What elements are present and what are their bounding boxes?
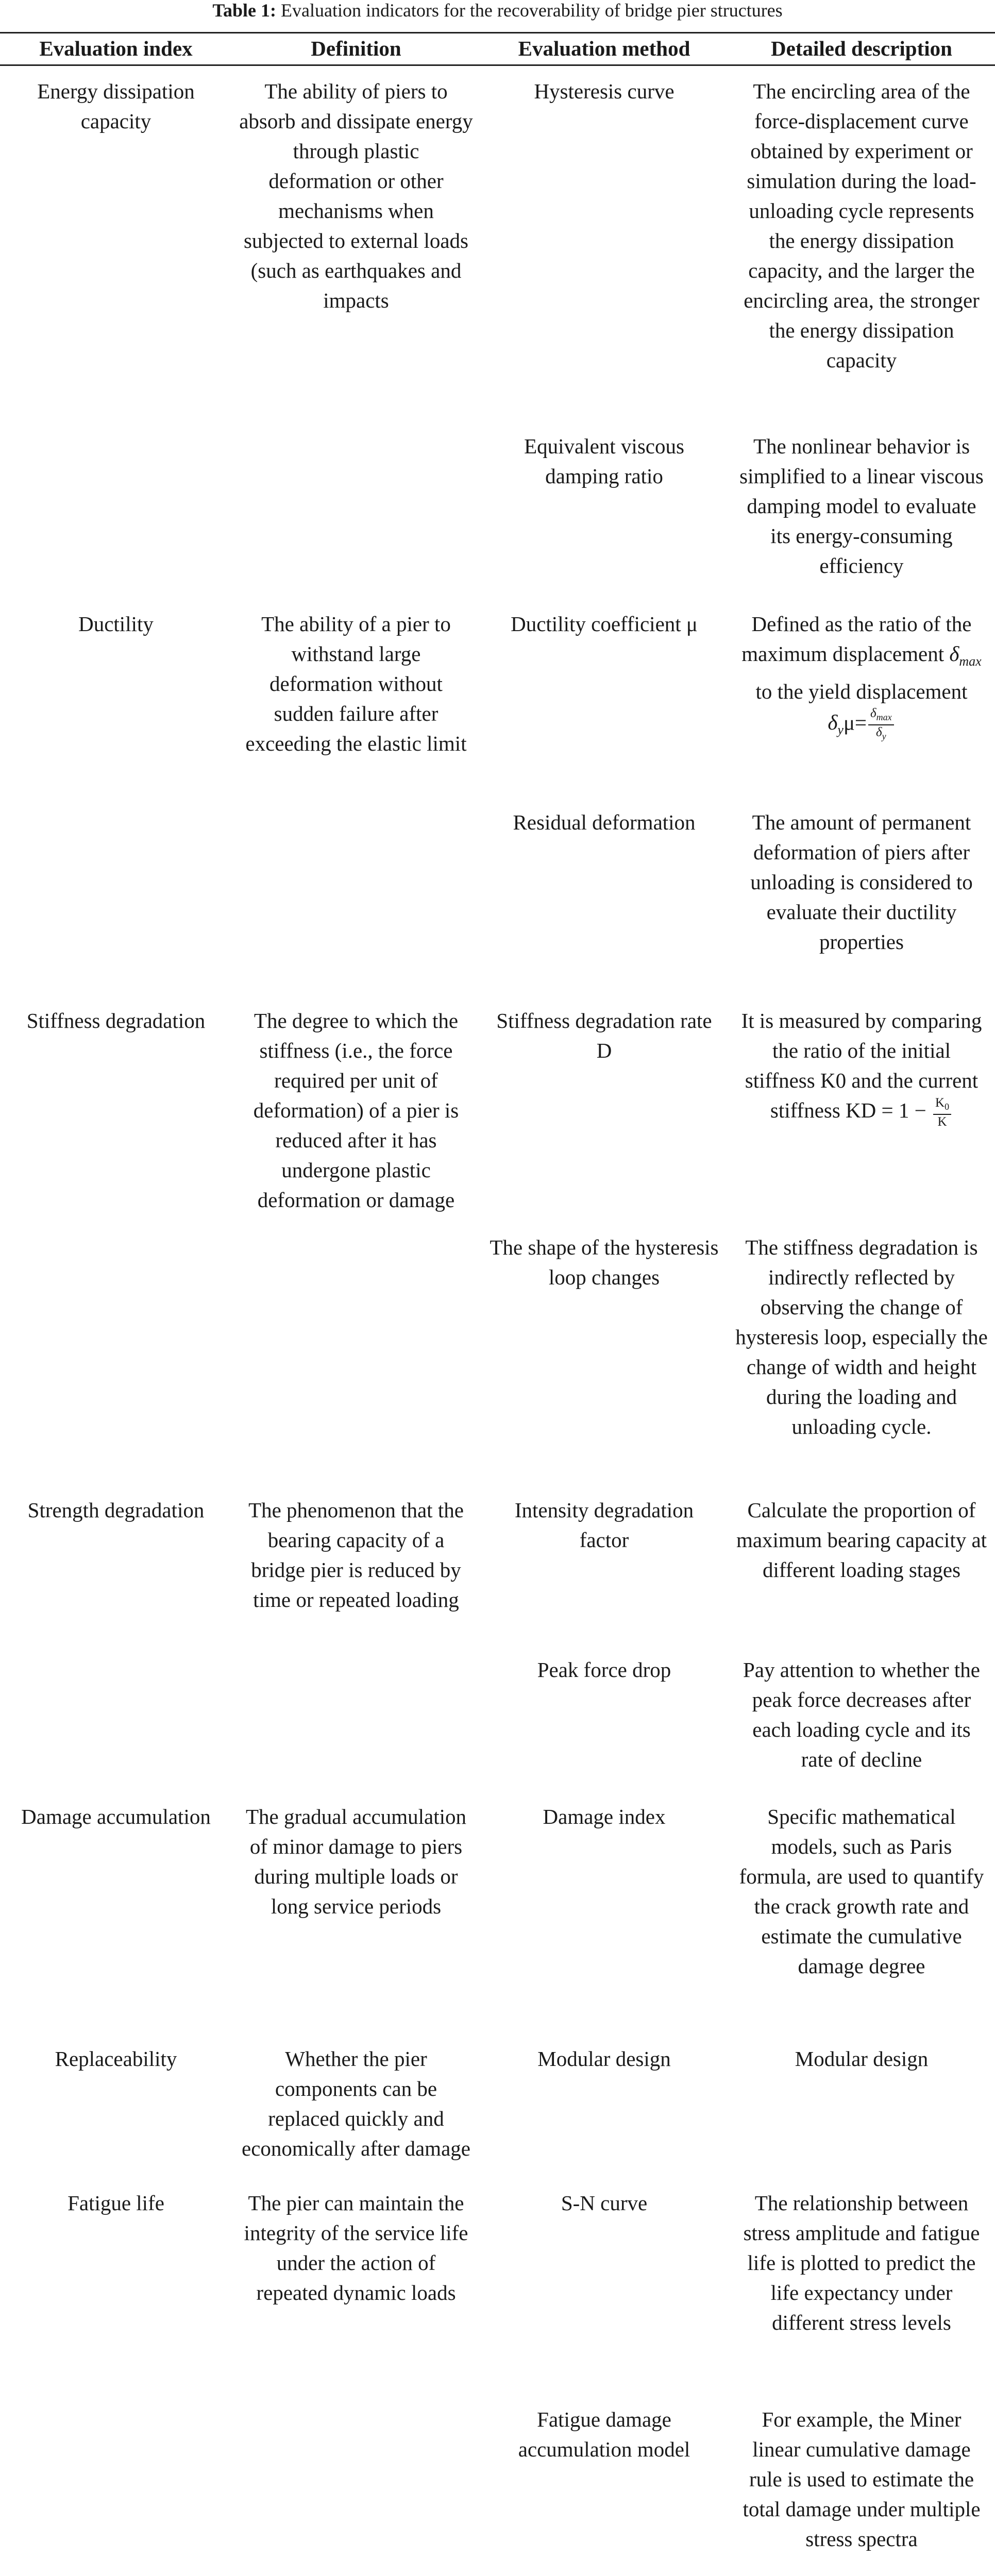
caption-text: Evaluation indicators for the recoverability of bridge pier structures	[276, 0, 783, 21]
cell-definition: The pier can maintain the integrity of the service life under the action of repeated dynamic loads	[244, 2191, 468, 2304]
cell-description: For example, the Miner linear cumulative damage rule is used to estimate the total damage under multiple stress spectra	[743, 2407, 981, 2551]
table-row	[0, 2178, 995, 2394]
formula-delta-max: $\delta_{max}$	[949, 641, 982, 669]
table-row	[0, 599, 995, 797]
table-row	[0, 1645, 995, 1791]
table-row	[0, 797, 995, 995]
cell-method: Peak force drop	[537, 1657, 671, 1682]
cell-description	[728, 2561, 995, 2576]
cell-definition: The gradual accumulation of minor damage to piers during multiple loads or long service periods	[245, 1804, 467, 1918]
cell-index: Fatigue life	[68, 2191, 164, 2215]
cell-method: Modular design	[537, 2046, 671, 2071]
cell-definition: The phenomenon that the bearing capacity of a bridge pier is reduced by time or repeated loading	[248, 1498, 464, 1612]
cell-index	[0, 1645, 232, 1791]
cell-description: Calculate the proportion of maximum bearing capacity at different loading stages	[736, 1498, 987, 1582]
header-definition: Definition	[232, 33, 480, 65]
cell-index: Energy dissipation capacity	[37, 79, 195, 133]
table-row	[0, 1222, 995, 1485]
cell-index: Damage accumulation	[21, 1804, 211, 1828]
table-row	[0, 2033, 995, 2178]
table-header	[0, 33, 995, 65]
cell-method: Intensity degradation factor	[514, 1498, 694, 1552]
cell-description: The encircling area of the force-displacement curve obtained by experiment or simulation during the load-unloading cycle represents the energy dissipation capacity, and the larger the encircling area, the stronger the energy dissipation capacity	[744, 79, 980, 372]
table-row	[0, 995, 995, 1222]
cell-method: Hysteresis curve	[534, 79, 674, 103]
cell-method	[480, 2561, 728, 2576]
cell-method: Fatigue damage accumulation model	[518, 2407, 690, 2461]
header-evaluation-index: Evaluation index	[0, 33, 232, 65]
description-text: It is measured by comparing the ratio of the initial stiffness K0 and the current stiffness KD = 1 −	[741, 1008, 982, 1122]
cell-index	[0, 797, 232, 995]
cell-index	[0, 2394, 232, 2561]
cell-index	[0, 421, 232, 599]
cell-method: Stiffness degradation rate D	[496, 1008, 712, 1062]
cell-description: Modular design	[795, 2046, 929, 2071]
cell-description: The amount of permanent deformation of piers after unloading is considered to evaluate their ductility properties	[750, 810, 973, 954]
cell-description	[728, 599, 995, 797]
cell-method: Residual deformation	[513, 810, 696, 834]
evaluation-indicators-table	[0, 32, 995, 2576]
cell-definition: Whether the pier components can be replaced quickly and economically after damage	[242, 2046, 470, 2160]
cell-method: Damage index	[543, 1804, 666, 1828]
ductility-fraction: $\frac{\delta_{max}}{\delta_y}$	[868, 706, 894, 743]
cell-definition	[232, 797, 480, 995]
cell-description: The relationship between stress amplitude and fatigue life is plotted to predict the life expectancy under different stress levels	[743, 2191, 980, 2334]
table-row	[0, 1485, 995, 1645]
description-text: Defined as the ratio of the maximum displacement	[741, 612, 972, 666]
formula-delta-y: $\delta_y$	[828, 710, 844, 738]
header-row	[0, 33, 995, 65]
cell-index: Replaceability	[55, 2046, 177, 2071]
cell-index: Stiffness degradation	[26, 1008, 206, 1032]
cell-method: Equivalent viscous damping ratio	[524, 434, 684, 488]
formula-mu-equals: μ=	[843, 710, 867, 735]
cell-definition	[232, 421, 480, 599]
cell-description: Pay attention to whether the peak force decreases after each loading cycle and its rate of decline	[743, 1657, 980, 1771]
cell-method: Ductility coefficient μ	[511, 612, 698, 636]
cell-index: Ductility	[78, 612, 154, 636]
cell-description	[728, 995, 995, 1222]
cell-index: Strength degradation	[27, 1498, 205, 1522]
table-row	[0, 65, 995, 421]
cell-index	[0, 1222, 232, 1485]
stiffness-fraction: $\frac{K_0}{K}$	[933, 1096, 951, 1129]
cell-definition	[232, 1645, 480, 1791]
description-to-text: to the yield displacement	[755, 679, 968, 703]
cell-definition: The degree to which the stiffness (i.e., the force required per unit of deformation) of a pier is reduced after it has undergone plastic deformation or damage	[253, 1008, 459, 1212]
cell-definition: The ability of piers to absorb and dissipate energy through plastic deformation or other mechanisms when subjected to external loads (such as earthquakes and impacts	[239, 79, 473, 312]
cell-description: The nonlinear behavior is simplified to a linear viscous damping model to evaluate its energy-consuming efficiency	[739, 434, 984, 578]
table-caption	[0, 0, 995, 21]
caption-label: Table 1:	[212, 0, 277, 21]
cell-definition	[232, 2561, 480, 2576]
header-detailed-description: Detailed description	[728, 33, 995, 65]
cell-description: Specific mathematical models, such as Paris formula, are used to quantify the crack growth rate and estimate the cumulative damage degree	[739, 1804, 984, 1978]
cell-method: The shape of the hysteresis loop changes	[490, 1235, 719, 1289]
cell-method: S-N curve	[561, 2191, 648, 2215]
cell-index	[0, 2561, 232, 2576]
table-row	[0, 2561, 995, 2576]
cell-description: The stiffness degradation is indirectly reflected by observing the change of hysteresis loop, especially the change of width and height during the loading and unloading cycle.	[735, 1235, 988, 1438]
table-body	[0, 65, 995, 2576]
table-row	[0, 2394, 995, 2561]
table-row	[0, 421, 995, 599]
cell-definition	[232, 2394, 480, 2561]
header-evaluation-method: Evaluation method	[480, 33, 728, 65]
cell-definition: The ability of a pier to withstand large deformation without sudden failure after exceeding the elastic limit	[245, 612, 467, 755]
cell-definition	[232, 1222, 480, 1485]
table-row	[0, 1791, 995, 2033]
